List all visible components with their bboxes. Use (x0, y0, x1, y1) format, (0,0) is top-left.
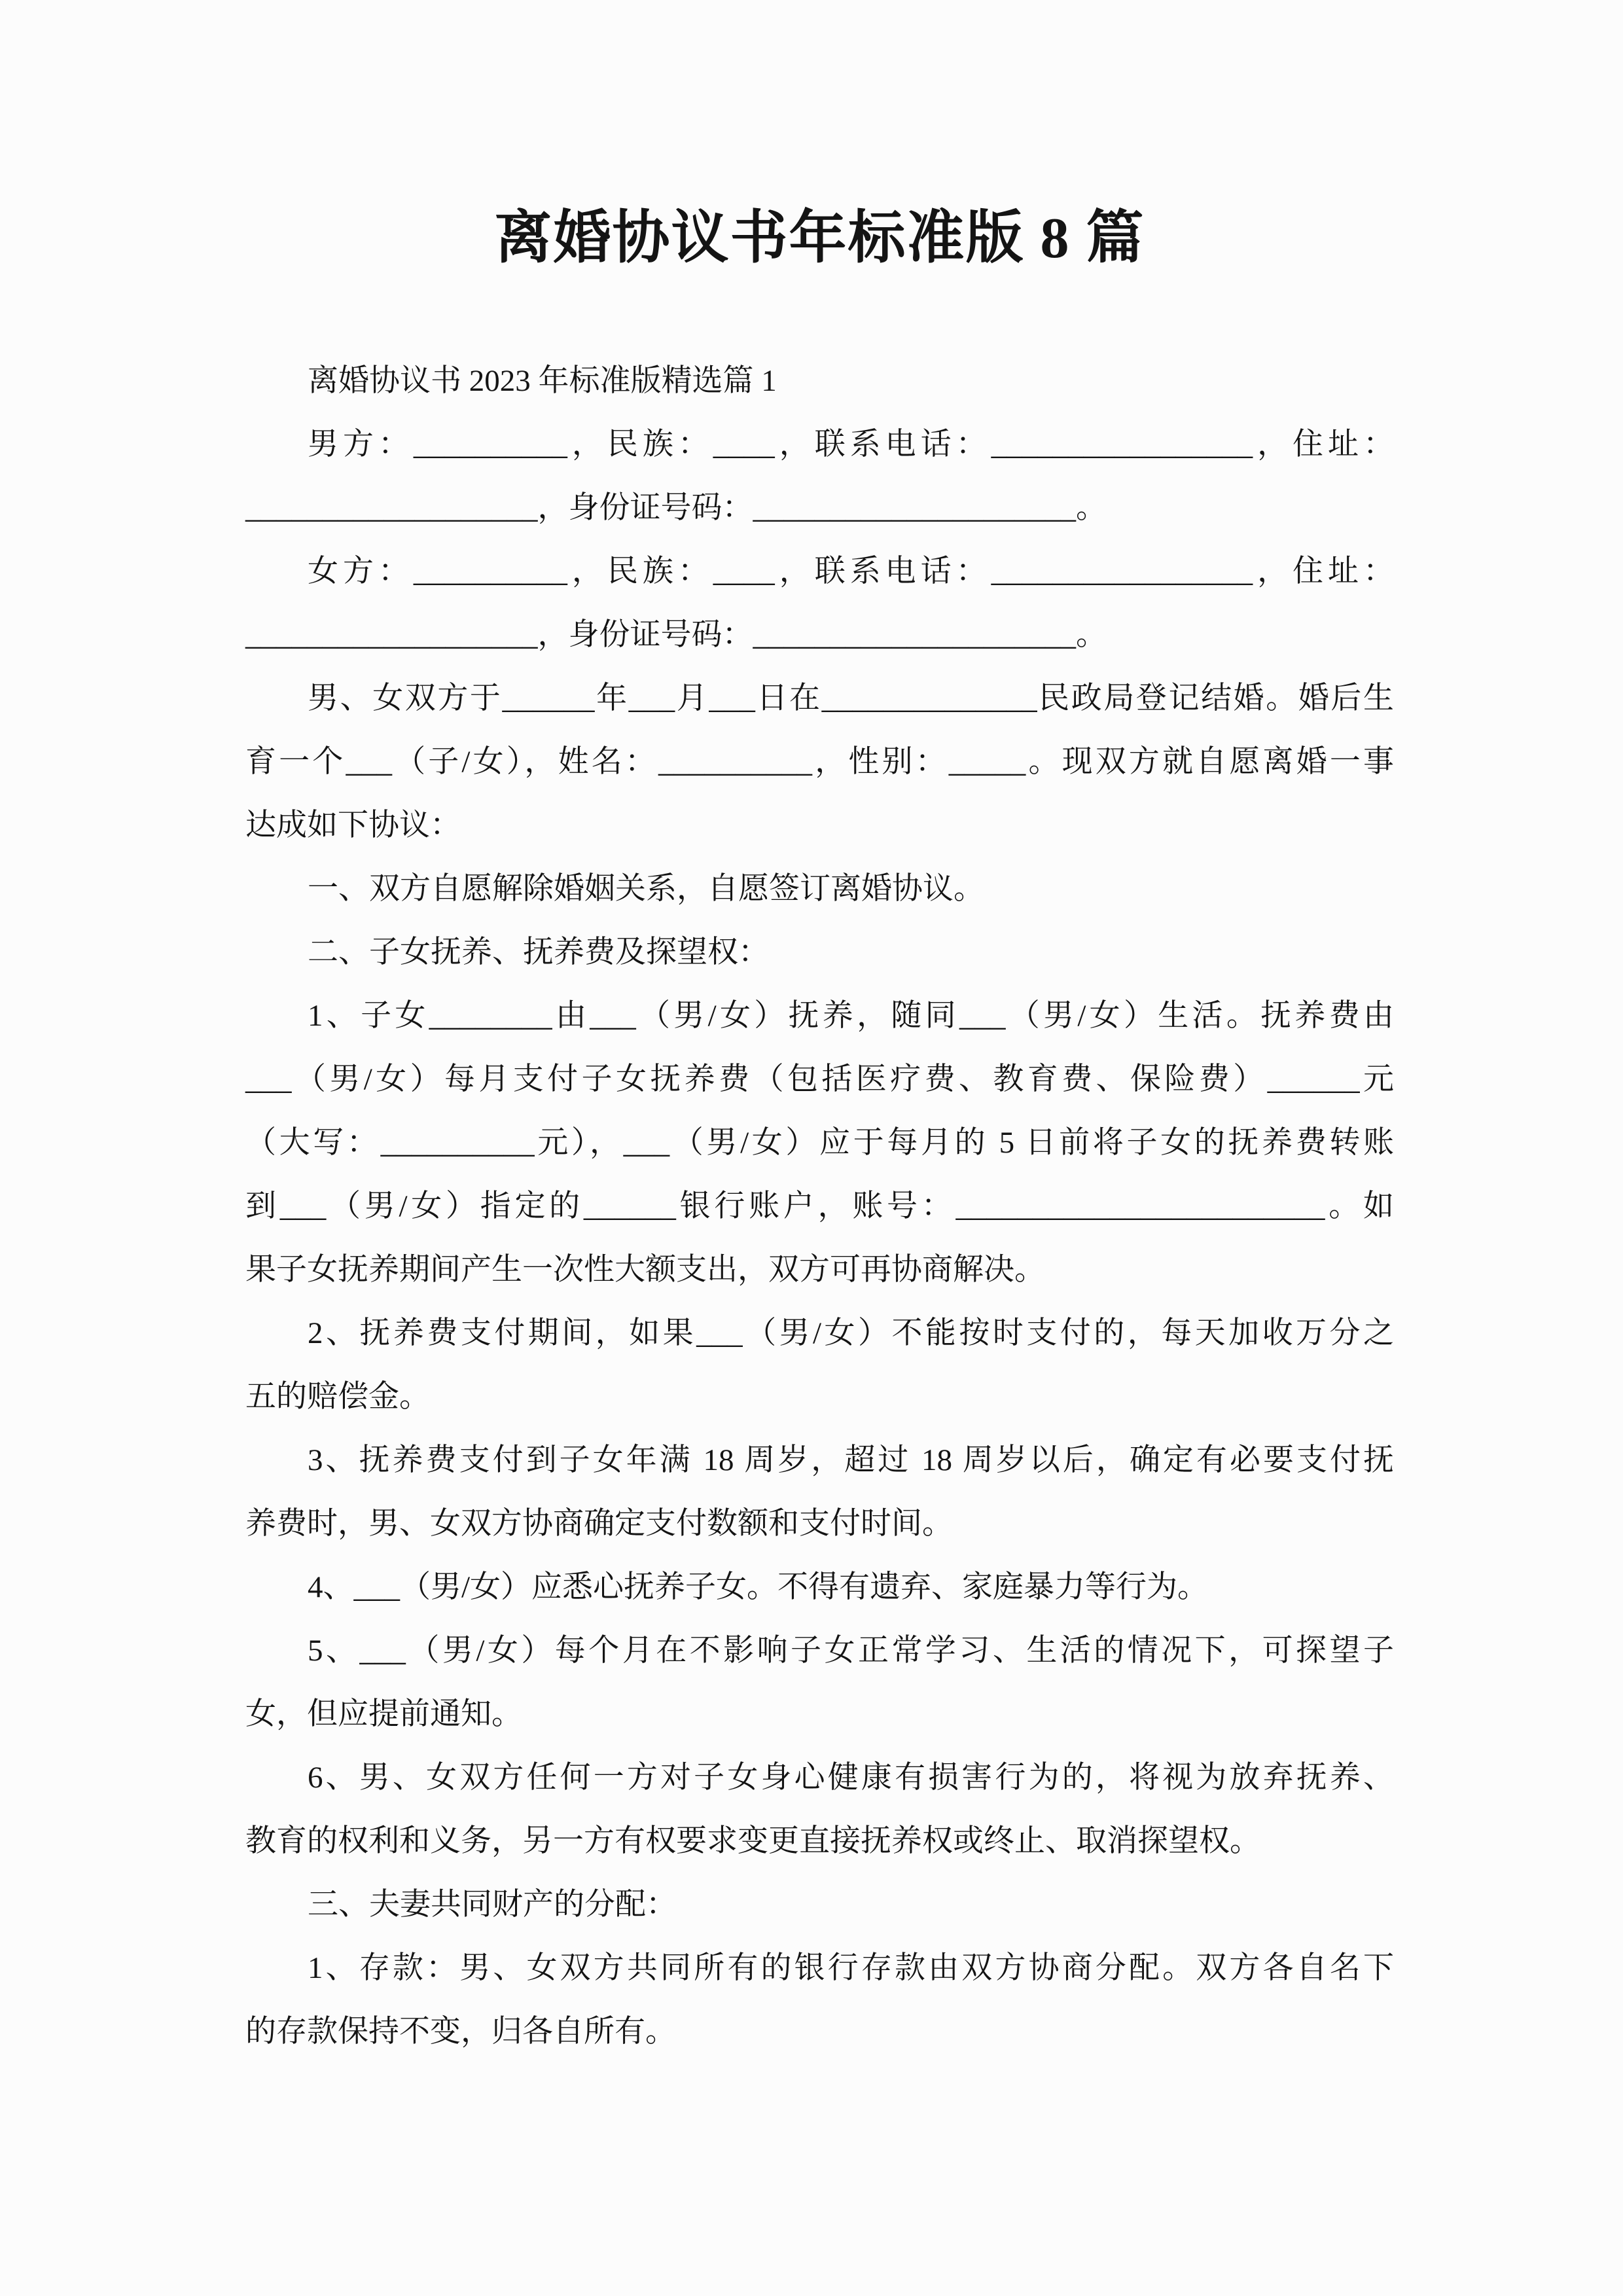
document-line: 男、女双方于______年___月___日在______________民政局登记结婚。婚后生 (308, 681, 1394, 715)
document-line: 果子女抚养期间产生一次性大额支出，双方可再协商解决。 (245, 1253, 1045, 1287)
document-line: ___________________，身份证号码：_____________________。 (245, 491, 1107, 525)
document-line: （大写：__________元），___（男/女）应于每月的 5 日前将子女的抚养费转账 (245, 1126, 1394, 1160)
document-line: ___（男/女）每月支付子女抚养费（包括医疗费、教育费、保险费）______元 (245, 1062, 1394, 1096)
document-line: ___________________，身份证号码：_____________________。 (245, 618, 1107, 652)
document-line: 达成如下协议： (245, 808, 461, 842)
document-line: 三、夫妻共同财产的分配： (308, 1888, 677, 1922)
document-line: 男方：__________，民族：____，联系电话：_________________，住址： (308, 427, 1394, 461)
document-line: 女，但应提前通知。 (245, 1697, 522, 1731)
document-line: 6、男、女双方任何一方对子女身心健康有损害行为的，将视为放弃抚养、 (308, 1761, 1394, 1795)
document-line: 离婚协议书 2023 年标准版精选篇 1 (308, 364, 777, 398)
document-line: 一、双方自愿解除婚姻关系，自愿签订离婚协议。 (308, 872, 984, 906)
document-line: 5、___（男/女）每个月在不影响子女正常学习、生活的情况下，可探望子 (308, 1634, 1394, 1668)
document-line: 五的赔偿金。 (245, 1380, 430, 1414)
document-line: 到___（男/女）指定的______银行账户，账号：________________________。如 (245, 1189, 1394, 1223)
document-line: 的存款保持不变，归各自所有。 (245, 2015, 676, 2049)
document-line: 1、子女________由___（男/女）抚养，随同___（男/女）生活。抚养费由 (308, 999, 1394, 1033)
document-line: 4、___（男/女）应悉心抚养子女。不得有遗弃、家庭暴力等行为。 (308, 1570, 1209, 1604)
document-line: 1、存款：男、女双方共同所有的银行存款由双方协商分配。双方各自名下 (308, 1951, 1394, 1985)
document-line: 3、抚养费支付到子女年满 18 周岁，超过 18 周岁以后，确定有必要支付抚 (308, 1443, 1394, 1477)
document-line: 养费时，男、女双方协商确定支付数额和支付时间。 (245, 1507, 953, 1541)
document-line: 2、抚养费支付期间，如果___（男/女）不能按时支付的，每天加收万分之 (308, 1316, 1394, 1350)
document-title: 离婚协议书年标准版 8 篇 (494, 207, 1145, 270)
document-line: 女方：__________，民族：____，联系电话：_________________，住址： (308, 554, 1394, 588)
document-line: 二、子女抚养、抚养费及探望权： (308, 935, 769, 969)
document-line: 教育的权利和义务，另一方有权要求变更直接抚养权或终止、取消探望权。 (245, 1824, 1260, 1858)
document-line: 育一个___（子/女），姓名：__________，性别：_____。现双方就自愿离婚一事 (245, 745, 1394, 779)
document-body (245, 350, 1394, 2064)
